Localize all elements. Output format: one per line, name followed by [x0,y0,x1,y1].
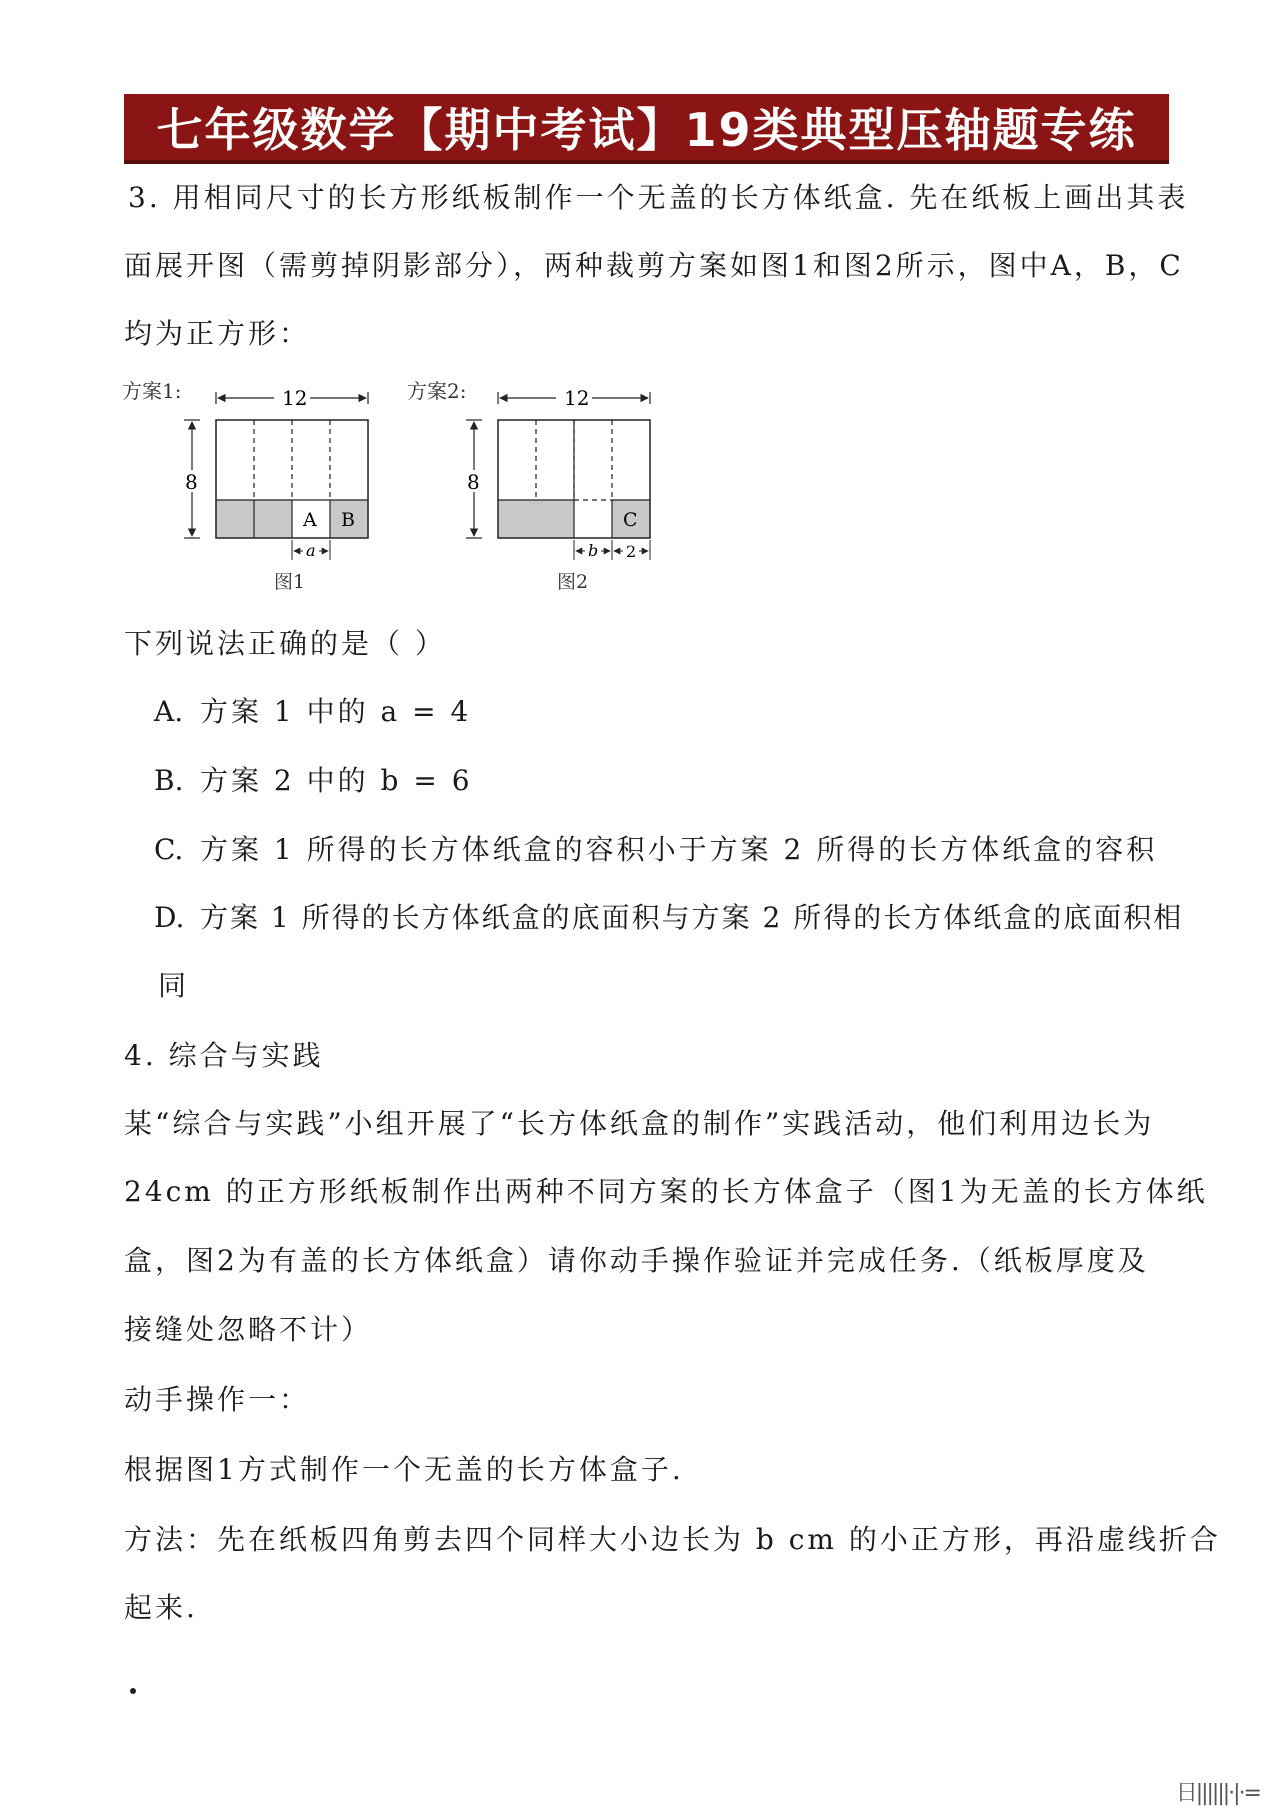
q3-line-1: 3. 用相同尺寸的长方形纸板制作一个无盖的长方体纸盒. 先在纸板上画出其表 [128,181,1189,214]
fig2-scheme-title: 方案2: [407,379,467,403]
fig1-height-label: 8 [185,470,198,494]
option-a-label: A. [154,695,184,728]
option-a-text: 方案 1 中的 a = 4 [200,695,472,728]
option-a [154,694,471,730]
q3-figures [120,370,680,610]
q3-line-2: 面展开图（需剪掉阴影部分），两种裁剪方案如图1和图2所示，图中A，B，C [124,249,1184,282]
option-d-text: 方案 1 所得的长方体纸盒的底面积与方案 2 所得的长方体纸盒的底面积相 [200,901,1184,934]
option-d-label: D. [154,901,185,934]
fig2-height-label: 8 [467,470,480,494]
figure-2 [407,379,650,593]
q3-line-3: 均为正方形： [124,317,311,350]
option-c [154,832,1157,868]
q3-prompt: 下列说法正确的是（ ） [124,627,446,660]
option-c-text: 方案 1 所得的长方体纸盒的容积小于方案 2 所得的长方体纸盒的容积 [200,833,1158,866]
q4-line-4: 接缝处忽略不计） [124,1313,373,1346]
q4-line-5: 动手操作一： [124,1383,311,1416]
bullet-dot [130,1688,136,1694]
title-banner [124,94,1169,164]
option-d [154,900,1183,936]
fig2-width-label: 12 [564,386,590,410]
fig1-dim-a: a [306,541,316,560]
fig1-label-a: A [303,509,317,531]
watermark: 日||||||·|·= [1175,1781,1260,1806]
q4-line-6: 根据图1方式制作一个无盖的长方体盒子. [124,1453,684,1486]
fig1-width-label: 12 [282,386,308,410]
fig1-name: 图1 [274,571,306,593]
q4-line-1: 某“综合与实践”小组开展了“长方体纸盒的制作”实践活动，他们利用边长为 [124,1107,1155,1140]
q4-line-8: 起来. [124,1591,198,1624]
fig2-name: 图2 [557,571,589,593]
option-b-text: 方案 2 中的 b = 6 [200,764,473,797]
option-b [154,763,473,799]
q4-title: 4. 综合与实践 [124,1039,324,1072]
fig2-dim-b: b [588,541,599,560]
fig2-dim-2: 2 [626,542,637,561]
banner-title: 七年级数学【期中考试】19类典型压轴题专练 [156,103,1137,157]
fig1-label-b: B [341,509,355,531]
option-c-label: C. [154,833,184,866]
figure-1 [122,379,368,593]
fig1-scheme-title: 方案1: [122,379,182,403]
q4-line-3: 盒，图2为有盖的长方体纸盒）请你动手操作验证并完成任务.（纸板厚度及 [124,1244,1149,1277]
option-d-continuation: 同 [158,969,190,1002]
option-b-label: B. [154,764,184,797]
fig2-label-c: C [623,509,638,531]
q4-line-7: 方法：先在纸板四角剪去四个同样大小边长为 b cm 的小正方形，再沿虚线折合 [124,1523,1221,1556]
q4-line-2: 24cm 的正方形纸板制作出两种不同方案的长方体盒子（图1为无盖的长方体纸 [124,1175,1208,1208]
